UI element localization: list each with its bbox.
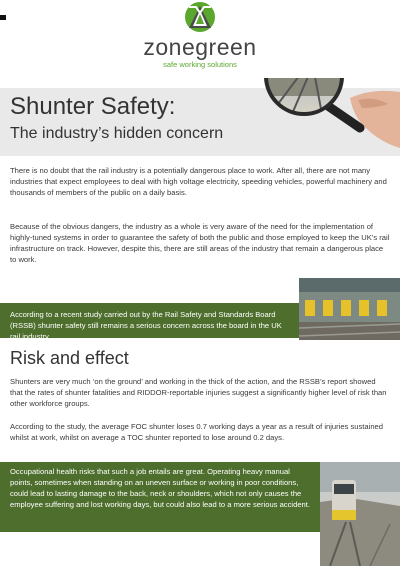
brand-tagline: safe working solutions <box>163 60 237 69</box>
logo <box>0 0 400 88</box>
risk-paragraph-2: According to the study, the average FOC shunter loses 0.7 working days a year as a result of injuries sustained whilst at work, whilst on average a TOC shunter reported to lose around 0.2 days. <box>10 422 383 443</box>
brand-name: zonegreen <box>143 34 257 60</box>
risk-paragraph-1: Shunters are very much ‘on the ground’ and working in the thick of the action, and the RSSB’s report showed that the rates of shunter fatalities and RIDDOR-reportable injuries suggest a significantly higher level of risk than other workforce groups. <box>10 377 387 409</box>
zonegreen-shield-logo-icon <box>184 1 216 33</box>
callout-occupational-text: Occupational health risks that such a job entails are great. Operating heavy manual points, sometimes when standing on an uneven surface or working in poor conditions, could lead to lasting damage to the back, neck or shoulders, which not only causes the employee suffering and lost working days, but could also lead to a more serious accident. <box>10 467 310 509</box>
page-subtitle: The industry’s hidden concern <box>10 125 224 142</box>
intro-paragraph-2: Because of the obvious dangers, the industry as a whole is very aware of the need for the implementation of highly-tuned systems in order to guarantee the safety of both the public and those employed to keep the UK’s rail infrastructure on track. However, despite this, there are still areas of the industry that remain a dangerous place to work. <box>10 222 390 265</box>
callout-occupational-health <box>0 462 320 532</box>
intro-paragraph-1: There is no doubt that the rail industry is a potentially dangerous place to work. After all, there are not many industries that expect employees to deal with high voltage electricity, speeding vehicles, powerful machinery and thousands of members of the public on a daily basis. <box>10 166 387 198</box>
train-photo <box>320 462 400 566</box>
section-title-risk: Risk and effect <box>10 348 129 368</box>
page-title: Shunter Safety: <box>10 93 176 120</box>
rail-depot-photo <box>299 278 400 340</box>
callout-rssb-study <box>0 303 300 341</box>
callout-rssb-text: According to a recent study carried out by the Rail Safety and Standards Board (RSSB) shunter safety still remains a serious concern across the board in the UK rail industry. <box>10 310 282 341</box>
magnifying-glass-icon <box>262 78 400 168</box>
